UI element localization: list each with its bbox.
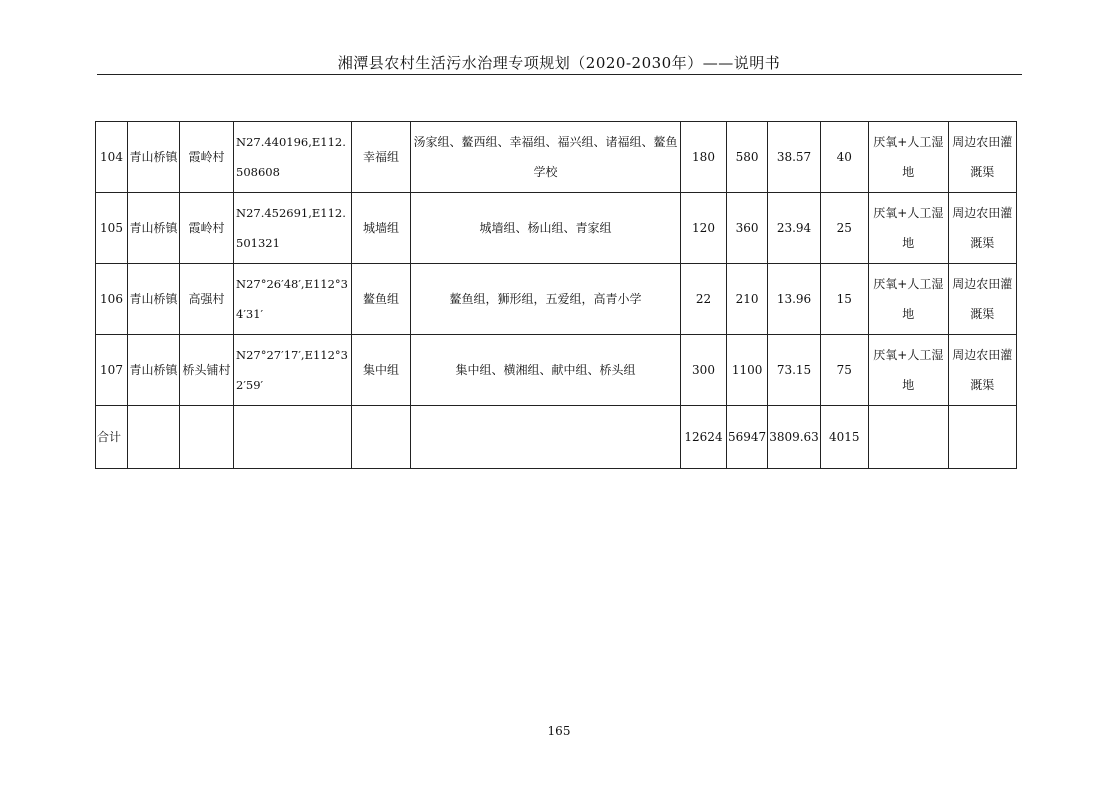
cell-no: 105	[96, 193, 128, 264]
cell-village: 霞岭村	[180, 122, 234, 193]
total-volume: 3809.63	[768, 406, 821, 469]
cell-capacity: 15	[820, 264, 868, 335]
cell-coord: N27°26′48′,E112°34′31′	[234, 264, 352, 335]
page-header-title: 湘潭县农村生活污水治理专项规划（2020-2030年）——说明书	[337, 54, 781, 72]
cell-households: 180	[681, 122, 727, 193]
table-row	[96, 122, 1017, 193]
cell-process: 厌氧+人工湿地	[868, 264, 948, 335]
cell-households: 22	[681, 264, 727, 335]
cell-capacity: 75	[820, 335, 868, 406]
cell-population: 210	[727, 264, 768, 335]
cell-group: 鳌鱼组	[352, 264, 411, 335]
cell-volume: 73.15	[768, 335, 821, 406]
cell-no: 107	[96, 335, 128, 406]
cell-no: 106	[96, 264, 128, 335]
cell-process: 厌氧+人工湿地	[868, 335, 948, 406]
cell-group: 城墙组	[352, 193, 411, 264]
sewage-plan-table	[95, 121, 1017, 469]
cell-empty	[128, 406, 180, 469]
cell-volume: 13.96	[768, 264, 821, 335]
total-households: 12624	[681, 406, 727, 469]
table-row	[96, 335, 1017, 406]
cell-discharge: 周边农田灌溉渠	[948, 193, 1016, 264]
cell-capacity: 40	[820, 122, 868, 193]
table-row	[96, 264, 1017, 335]
cell-population: 1100	[727, 335, 768, 406]
total-row	[96, 406, 1017, 469]
cell-discharge: 周边农田灌溉渠	[948, 264, 1016, 335]
cell-served: 汤家组、鳌西组、幸福组、福兴组、诸福组、鳌鱼学校	[411, 122, 681, 193]
cell-town: 青山桥镇	[128, 264, 180, 335]
cell-served: 鳌鱼组，狮形组，五爱组，高青小学	[411, 264, 681, 335]
page-number: 165	[547, 724, 571, 738]
cell-empty	[411, 406, 681, 469]
total-capacity: 4015	[820, 406, 868, 469]
cell-households: 300	[681, 335, 727, 406]
cell-town: 青山桥镇	[128, 335, 180, 406]
cell-coord: N27.452691,E112.501321	[234, 193, 352, 264]
cell-village: 高强村	[180, 264, 234, 335]
cell-group: 幸福组	[352, 122, 411, 193]
cell-empty	[352, 406, 411, 469]
table-row	[96, 193, 1017, 264]
cell-volume: 23.94	[768, 193, 821, 264]
cell-served: 集中组、横湘组、献中组、桥头组	[411, 335, 681, 406]
total-label: 合计	[96, 406, 128, 469]
cell-empty	[180, 406, 234, 469]
cell-town: 青山桥镇	[128, 122, 180, 193]
total-population: 56947	[727, 406, 768, 469]
cell-town: 青山桥镇	[128, 193, 180, 264]
cell-population: 360	[727, 193, 768, 264]
cell-group: 集中组	[352, 335, 411, 406]
cell-capacity: 25	[820, 193, 868, 264]
cell-village: 霞岭村	[180, 193, 234, 264]
cell-empty	[868, 406, 948, 469]
cell-process: 厌氧+人工湿地	[868, 193, 948, 264]
cell-discharge: 周边农田灌溉渠	[948, 335, 1016, 406]
cell-coord: N27.440196,E112.508608	[234, 122, 352, 193]
cell-volume: 38.57	[768, 122, 821, 193]
cell-empty	[234, 406, 352, 469]
cell-process: 厌氧+人工湿地	[868, 122, 948, 193]
cell-served: 城墙组、杨山组、青家组	[411, 193, 681, 264]
cell-population: 580	[727, 122, 768, 193]
header-rule	[97, 74, 1022, 75]
cell-discharge: 周边农田灌溉渠	[948, 122, 1016, 193]
cell-no: 104	[96, 122, 128, 193]
cell-coord: N27°27′17′,E112°32′59′	[234, 335, 352, 406]
cell-households: 120	[681, 193, 727, 264]
cell-village: 桥头铺村	[180, 335, 234, 406]
cell-empty	[948, 406, 1016, 469]
